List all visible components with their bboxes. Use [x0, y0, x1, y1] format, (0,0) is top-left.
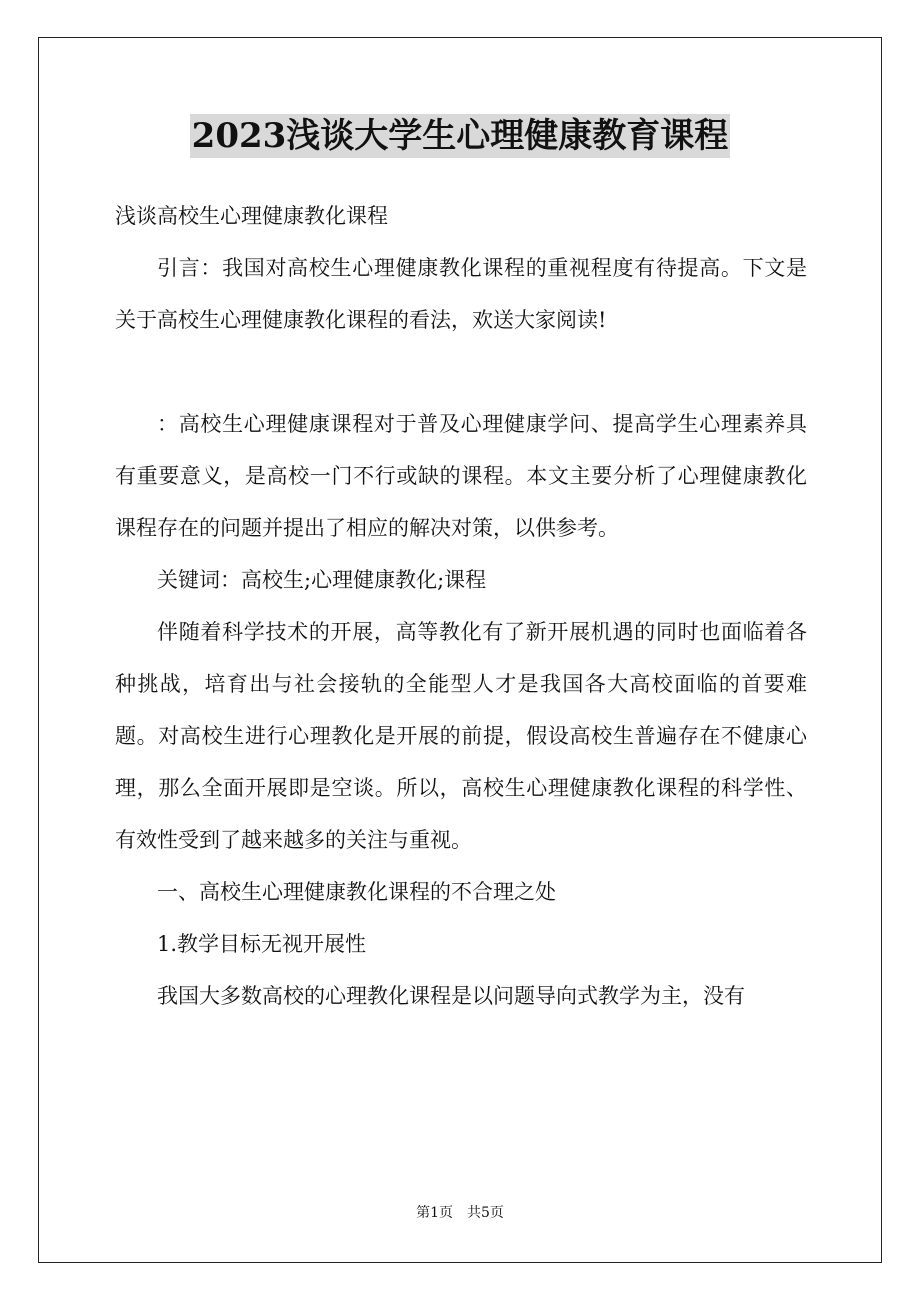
body-paragraph-2: 我国大多数高校的心理教化课程是以问题导向式教学为主，没有	[157, 984, 745, 1008]
document-subtitle: 浅谈高校生心理健康教化课程	[115, 204, 388, 228]
document-title-text: 2023浅谈大学生心理健康教育课程	[191, 116, 729, 156]
document-body	[115, 190, 807, 1022]
paragraph-gap	[115, 346, 807, 398]
page-footer: 第1页 共5页	[416, 1205, 504, 1221]
abstract-paragraph: ：高校生心理健康课程对于普及心理健康学问、提高学生心理素养具有重要意义，是高校一门不行或缺的课程。本文主要分析了心理健康教化课程存在的问题并提出了相应的解决对策，以供参考。	[115, 412, 807, 540]
body-paragraph-1: 伴随着科学技术的开展，高等教化有了新开展机遇的同时也面临着各种挑战，培育出与社会接轨的全能型人才是我国各大高校面临的首要难题。对高校生进行心理教化是开展的前提，假设高校生普遍存在不健康心理，那么全面开展即是空谈。所以，高校生心理健康教化课程的科学性、有效性受到了越来越多的关注与重视。	[115, 620, 807, 852]
keywords-paragraph: 关键词：高校生;心理健康教化;课程	[157, 568, 487, 592]
section-heading-1: 一、高校生心理健康教化课程的不合理之处	[157, 880, 556, 904]
intro-paragraph: 引言：我国对高校生心理健康教化课程的重视程度有待提高。下文是关于高校生心理健康教化课程的看法，欢送大家阅读!	[115, 256, 807, 332]
document-title	[0, 112, 920, 160]
subsection-heading-1: 1.教学目标无视开展性	[157, 932, 367, 956]
